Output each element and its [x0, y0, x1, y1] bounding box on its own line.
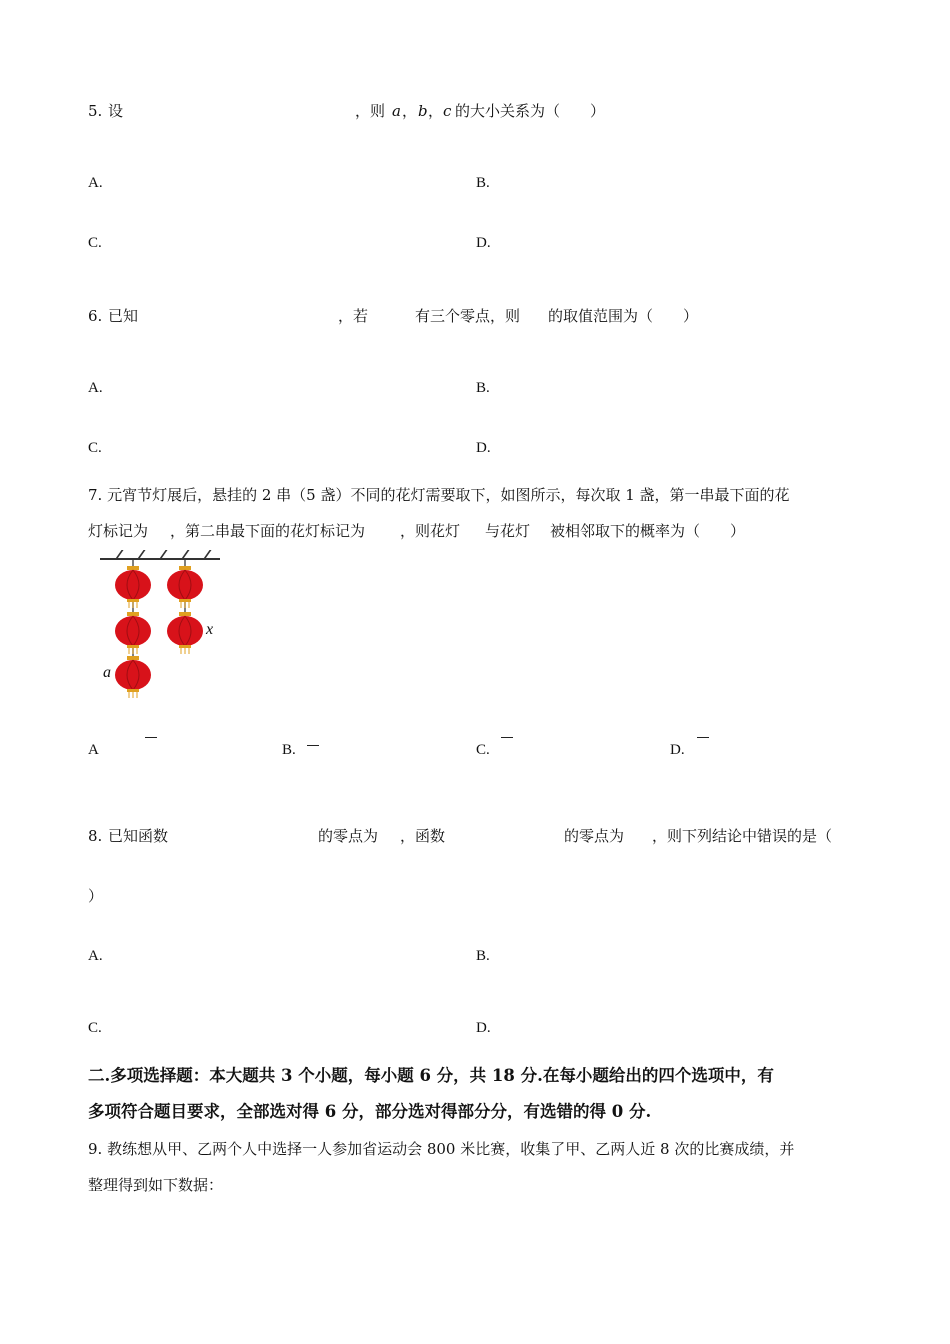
fraction-bar [145, 737, 157, 738]
q6-option-d[interactable]: D. [476, 440, 491, 456]
q7-line-2b: ，第二串最下面的花灯标记为 [170, 522, 366, 540]
q5-option-d[interactable]: D. [476, 235, 491, 251]
q8-option-d[interactable]: D. [476, 1020, 491, 1036]
q7-option-b[interactable]: B. [282, 742, 296, 758]
q5-option-b[interactable]: B. [476, 175, 490, 191]
q5-sep-1: ， [402, 102, 418, 120]
lantern-icon [113, 566, 153, 608]
q6-option-b[interactable]: B. [476, 380, 490, 396]
fraction-bar [697, 737, 709, 738]
q8-option-a[interactable]: A. [88, 948, 103, 964]
q7-option-a[interactable]: A [88, 742, 99, 758]
q5-var-a: a [392, 102, 401, 120]
q8-mid2: ，函数 [400, 827, 446, 845]
q6-option-a[interactable]: A. [88, 380, 103, 396]
q5-sep-2: ， [428, 102, 444, 120]
fraction-bar [307, 745, 319, 746]
q7-line-2a: 灯标记为 [88, 522, 149, 540]
q9-line-1: 9. 教练想从甲、乙两个人中选择一人参加省运动会 800 米比赛，收集了甲、乙两人近 8 次的比赛成绩，并 [88, 1140, 795, 1158]
q6-number: 6. [88, 307, 103, 325]
lantern-label-a: a [103, 664, 111, 681]
q5-var-c: c [443, 102, 452, 120]
q5-tail: ，则 [355, 102, 386, 120]
q5-var-b: b [418, 102, 428, 120]
q7-line-1: 7. 元宵节灯展后，悬挂的 2 串（5 盏）不同的花灯需要取下，如图所示，每次取 1 盏，第一串最下面的花 [88, 486, 790, 504]
q7-option-d[interactable]: D. [670, 742, 685, 758]
q8-number: 8. [88, 827, 103, 845]
q5-lead: 设 [108, 102, 124, 120]
q7-line-2d: 与花灯 [485, 522, 531, 540]
q7-line-2e: 被相邻取下的概率为（ ） [550, 522, 746, 540]
q5-option-c[interactable]: C. [88, 235, 102, 251]
q8-end: ，则下列结论中错误的是（ [652, 827, 833, 845]
q6-lead: 已知 [108, 307, 139, 325]
q8-option-b[interactable]: B. [476, 948, 490, 964]
lantern-icon [113, 612, 153, 654]
q8-mid1: 的零点为 [318, 827, 379, 845]
q8-option-c[interactable]: C. [88, 1020, 102, 1036]
q8-close: ） [88, 887, 104, 905]
q6-end: 的取值范围为（ ） [548, 307, 699, 325]
lantern-label-x: x [206, 621, 214, 638]
q6-mid2: 有三个零点，则 [415, 307, 521, 325]
q6-option-c[interactable]: C. [88, 440, 102, 456]
lantern-icon [165, 566, 205, 608]
section-2-line-2: 多项符合题目要求，全部选对得 6 分，部分选对得部分分，有选错的得 0 分. [88, 1102, 652, 1121]
q7-option-c[interactable]: C. [476, 742, 490, 758]
fraction-bar [501, 737, 513, 738]
q5-number: 5. [88, 102, 103, 120]
q5-end: 的大小关系为（ ） [455, 102, 606, 120]
lantern-icon [113, 656, 153, 698]
q7-line-2c: ，则花灯 [400, 522, 461, 540]
q8-mid3: 的零点为 [564, 827, 625, 845]
q8-lead: 已知函数 [108, 827, 169, 845]
q9-line-2: 整理得到如下数据： [88, 1176, 224, 1194]
q6-mid1: ，若 [338, 307, 369, 325]
section-2-line-1: 二.多项选择题：本大题共 3 个小题，每小题 6 分，共 18 分.在每小题给出的四个选项中，有 [88, 1066, 774, 1085]
q5-option-a[interactable]: A. [88, 175, 103, 191]
lantern-icon [165, 612, 205, 654]
